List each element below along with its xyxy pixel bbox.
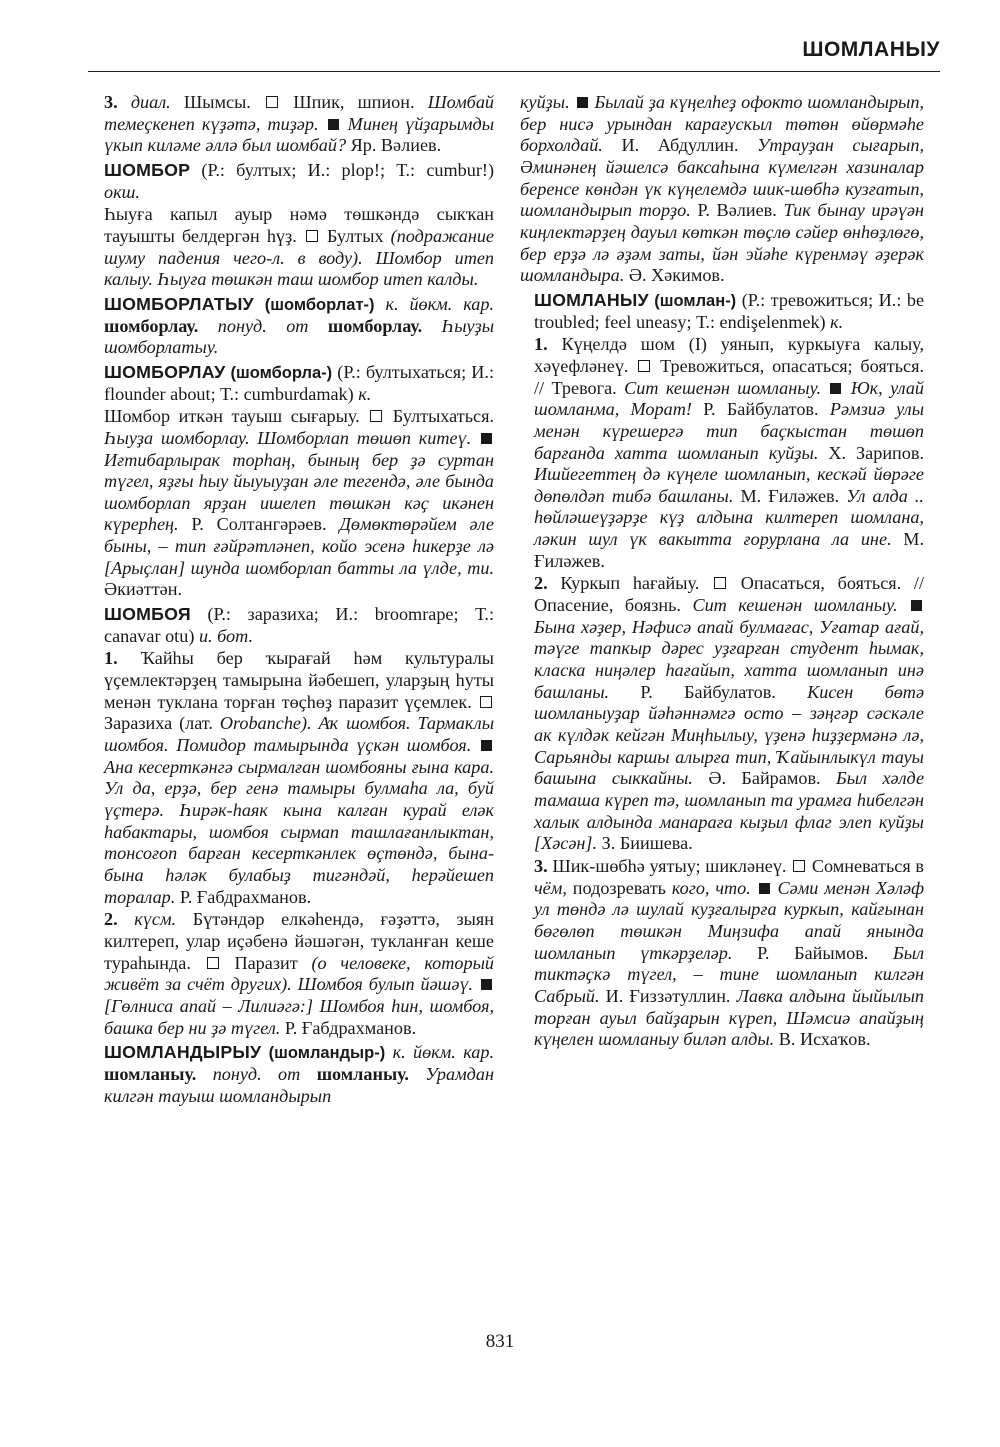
stem-form: (шомлан-) <box>654 291 737 310</box>
example-author: З. Биишева. <box>601 833 693 854</box>
entry-shombor <box>90 160 494 203</box>
example-author: Ә. Хәкимов. <box>628 265 725 286</box>
example: Ул алда .. һөйләшеүҙәрҙе күҙ алдына килтереп шомлана, ләкин шул үк вакытта ғорурлана ла ине. <box>534 485 924 550</box>
cross-reference: шомборлау. <box>104 315 199 336</box>
example: Урамдан килгән тауыш шомландырып <box>104 1063 494 1106</box>
entry-shomborlatyu <box>90 294 494 359</box>
example: Тик бынау ирәүән киңлектәрҙең дауыл көткән төҫлө сәйер өнһөҙлөгө, бер ерҙә лә әҙәм заты, йән эйәһе күренмәү әҙерәк шомландыра. <box>520 200 925 286</box>
entry-shomboya-sense1 <box>90 648 494 908</box>
headword: ШОМЛАНДЫРЫУ <box>104 1042 262 1063</box>
gloss: Заразиха (лат. <box>104 713 213 734</box>
example-author: Х. Зарипов. <box>828 442 925 463</box>
stem-form: (шомландыр-) <box>268 1044 386 1063</box>
label: понуд. от <box>212 1063 301 1084</box>
entry-shomborlau-body <box>90 406 494 601</box>
gloss: Бултыхаться. <box>392 406 494 427</box>
sense-number: 2. <box>534 573 548 594</box>
example: Шомбор итеп калыу. Һыуға төшкән таш шомбор итеп калды. <box>104 247 495 290</box>
latin-name: Orobanche). <box>219 713 312 734</box>
gloss: Тревожиться, опасаться; бояться. // Тревога. <box>534 355 925 398</box>
header-rule <box>88 71 940 72</box>
label: диал. <box>130 92 171 112</box>
example: Сит кешенән шомланыу. <box>624 377 822 398</box>
entry-shomlanyu-sense3 <box>520 856 924 1051</box>
headword: ШОМБОЯ <box>104 604 191 625</box>
cross-reference: шомланыу. <box>104 1063 197 1084</box>
example: Кисен бөтә шомланыуҙар йәһәннәмгә осто – зәңгәр сәскәле ак күлдәк кейгән Миңһылыу, үҙенә һиҙҙермәнә лә, Сарьянды каршы алырға тип, Ҡайынлыкүл тауы башына сыккайны. <box>534 681 925 789</box>
white-square-icon <box>370 410 382 422</box>
label: күсм. <box>134 909 177 930</box>
example: Шомбоя булып йәшәү. <box>297 974 474 995</box>
sense-number: 3. <box>104 92 118 112</box>
black-square-icon <box>481 433 492 444</box>
entry-shomlandyryu <box>90 1042 494 1107</box>
example-author: Р. Байымов. <box>757 942 869 963</box>
black-square-icon <box>328 119 339 130</box>
part-of-speech: к. <box>830 311 844 332</box>
black-square-icon <box>481 740 492 751</box>
translations: (Р.: тревожиться; И.: be troubled; feel uneasy; Т.: endişelenmek) <box>534 289 925 332</box>
gloss: Опасаться, бояться. // Опасение, боязнь. <box>534 573 925 616</box>
translations: (Р.: бултыхаться; И.: flounder about; Т.: cumburdamak) <box>104 361 495 404</box>
running-head: ШОМЛАНЫУ <box>802 38 940 61</box>
white-square-icon <box>266 96 278 108</box>
example: Утрауҙан сығарып, Әминәнең йәшелсә баксаһына күмелгән хазиналар беренсе көндән үк күңелемдә шик-шөбһә кузғатып, шомландырып торҙо. <box>520 135 924 221</box>
sense-number: 1. <box>534 334 548 355</box>
example-author: В. Исхаҡов. <box>778 1029 871 1050</box>
example: [Гөлниса апай – Лилиәгә:] Шомбоя һин, шомбоя, башка бер ни ҙә түгел. <box>104 995 494 1038</box>
gloss: Шпик, шпион. <box>293 92 415 112</box>
gloss-note: чём, <box>534 877 567 898</box>
example-author: Р. Байбулатов. <box>703 399 819 420</box>
example: Рәмзиә улы менән күрешергә тип баҫкыстан төшөп барғанда хатта шомланып куйҙы. <box>534 399 925 463</box>
black-square-icon <box>481 979 492 990</box>
white-square-icon <box>207 957 219 969</box>
entry-shombor-body <box>90 204 494 291</box>
gloss-note: (подражание шуму падения чего-л. в воду). <box>104 225 495 268</box>
definition: Бүтәндәр елкәһендә, ғәҙәттә, зыян килтереп, улар иҫәбенә йәшәгән, тукланған кеше тураһында. <box>104 909 495 973</box>
entry-shomborlau <box>90 362 494 405</box>
gloss-note: (о человеке, который живёт за счёт других). <box>104 952 495 995</box>
stem-form: (шомборлат-) <box>264 295 375 314</box>
black-square-icon <box>830 383 841 394</box>
example-author: Әкиәттән. <box>104 579 183 600</box>
headword: ШОМЛАНЫУ <box>534 289 649 310</box>
example-author: И. Абдуллин. <box>621 135 739 156</box>
gloss: подозревать <box>572 877 666 898</box>
gloss: Паразит <box>234 952 298 973</box>
headword: ШОМБОРЛАТЫУ <box>104 293 254 314</box>
example: Һыуҙа шомборлау. Шомборлап төшөп китеү. <box>104 427 472 448</box>
example: Лавка алдына йыйылып торған ауыл байҙарын күреп, Шәмсиә апайҙың күңелен шомланыу биләп алды. <box>534 985 924 1050</box>
sense-number: 3. <box>534 855 548 876</box>
example: Аҡ шомбоя. Тармаклы шомбоя. Помидор тамырында үҫкән шомбоя. <box>104 713 495 756</box>
gloss: Бултых <box>326 225 384 246</box>
stem-form: (шомборла-) <box>230 363 333 382</box>
left-column <box>90 92 494 1107</box>
part-of-speech: к. <box>358 383 372 404</box>
example-author: Р. Вәлиев. <box>697 200 777 221</box>
black-square-icon <box>577 97 588 108</box>
entry-shomboya <box>90 604 494 647</box>
example: Иғтибарлырак торһаң, быныӊ бер ҙә суртан түгел, яҙғы һыу йыуыуҙан әле тегендә, әле бында шомборлап ярҙан ишелеп төшкән кәҫ икәнен күрерһең. <box>104 449 494 535</box>
definition: Шик-шөбһә уятыу; шикләнеү. <box>552 855 787 876</box>
example: Юк, улай шомланма, Морат! <box>534 377 925 420</box>
entry-shomlanyu-sense1 <box>520 334 924 572</box>
example-author: И. Ғиззәтуллин. <box>605 985 731 1006</box>
page-number: 831 <box>485 1331 515 1352</box>
black-square-icon <box>911 600 922 611</box>
part-of-speech: и. бот. <box>198 625 254 646</box>
entry-shomlanyu <box>520 290 924 333</box>
headword: ШОМБОРЛАУ <box>104 361 226 382</box>
gloss: Сомневаться в <box>811 855 924 876</box>
definition: Куркып һағайыу. <box>560 573 700 594</box>
sense-number: 2. <box>104 909 118 930</box>
right-column <box>520 92 924 1051</box>
example: Дөмөктөрәйем әле быны, – тип ғәйрәтләнеп, койо эсенә һикерҙе лә [Арыҫлан] шунда шомборлап батты ла үлде, ти. <box>104 514 494 578</box>
white-square-icon <box>714 577 726 589</box>
translations: (Р.: бултых; И.: plop!; Т.: cumbur!) <box>201 159 495 180</box>
definition: Һыуға капыл ауыр нәмә төшкәндә сыкҡан тауышты белдергән һүҙ. <box>104 204 494 246</box>
definition: Шомбор иткән тауыш сығарыу. <box>104 406 360 427</box>
cross-reference: шомланыу. <box>316 1063 409 1084</box>
example-author: Р. Байбулатов. <box>640 681 776 702</box>
entry-shomlanyu-sense2 <box>520 573 924 855</box>
example: Шомбай темеҫкенеп күҙәтә, тиҙәр. <box>104 92 495 134</box>
example: Ана кесерткәнгә сырмалған шомбояны ғына кара. Ул да, ерҙә, бер генә тамыры булмаһа ла, буй үҫтерә. Һирәк-һаяк кына калған курай еләк һабактары, шомбоя сырмап ташлағанлыктан, тонсоғоп барған кесерткәнлек өҫтөндә, бына-бына һәләк булабыҙ тигәндәй, һерәйешеп торалар. <box>104 756 494 907</box>
part-of-speech: окш. <box>104 181 140 202</box>
example: Былай ҙа күңелһеҙ офокто шомландырып, бер нисә урындан карағускыл төтөн өйөрмәһе борхолдай. <box>520 92 924 156</box>
definition: Шымсы. <box>183 92 251 112</box>
example-author: М. Ғиләжев. <box>740 485 840 506</box>
example: Һыуҙы шомборлатыу. <box>104 315 495 358</box>
example: Сит кешенән шомланыу. <box>692 595 898 616</box>
example: Был хәлде тамаша күреп тә, шомланып та урамға һибелгән халык алдында манараға кыҙыл флаг элеп куйҙы [Хәсән]. <box>534 768 925 854</box>
translations: (Р.: заразиха; И.: broomrape; Т.: canavar otu) <box>104 604 494 646</box>
example: куйҙы. <box>520 92 570 112</box>
example-author: Ә. Байрамов. <box>708 768 821 789</box>
entry-shomboya-sense2 <box>90 909 494 1039</box>
example: Минең үйҙарымды үкып киләме әллә был шомбай? <box>104 113 495 156</box>
white-square-icon <box>306 230 318 242</box>
white-square-icon <box>638 360 650 372</box>
example: Бына хәҙер, Нәфисә апай булмағас, Уғатар ағай, тәүге тапкыр дәрес уҙғарған студент һымак, класка ниңәлер һағайып, хатта шомланып инә башланы. <box>534 616 924 702</box>
part-of-speech: к. йөкм. кар. <box>392 1042 494 1063</box>
example: Сәми менән Хәләф ул төндә лә шулай куҙғалырға куркып, кайғынан бөгөлөп төшкән Миңзифа апай янында шомланып үткәрҙеләр. <box>534 877 925 963</box>
definition: Ҡайһы бер ҡырағай һәм культуралы үҫемлектәрҙең тамырына йәбешеп, уларҙың һуты менән туклана торған төҫһөҙ паразит үҫемлек. <box>104 648 494 712</box>
example-author: Р. Солтангәрәев. <box>191 514 327 535</box>
example-author: М. Ғиләжев. <box>534 529 924 571</box>
entry-shombai-sense3 <box>90 92 494 157</box>
definition: Күңелдә шом (I) уянып, куркыуға калыу, хәүефләнеү. <box>534 334 925 376</box>
white-square-icon <box>480 696 492 708</box>
headword: ШОМБОР <box>104 159 191 180</box>
entry-shomlandyryu-continued <box>520 92 924 287</box>
example-author: Яр. Вәлиев. <box>350 135 442 156</box>
example-author: Р. Ғабдрахманов. <box>179 886 312 907</box>
gloss-note: кого, что. <box>671 877 751 898</box>
example-author: Р. Ғабдрахманов. <box>284 1017 417 1038</box>
cross-reference: шомборлау. <box>327 315 423 336</box>
sense-number: 1. <box>104 648 118 669</box>
label: понуд. от <box>217 315 309 336</box>
black-square-icon <box>759 883 770 894</box>
part-of-speech: к. йөкм. кар. <box>385 293 495 314</box>
example: Был тиктәҫкә түгел, – тине шомланып килгән Сабрый. <box>534 942 925 1006</box>
white-square-icon <box>793 860 805 872</box>
example: Ишйегеттең дә күңеле шомланып, кескәй йөрәге дөпөлдәп тибә башланы. <box>534 464 924 506</box>
